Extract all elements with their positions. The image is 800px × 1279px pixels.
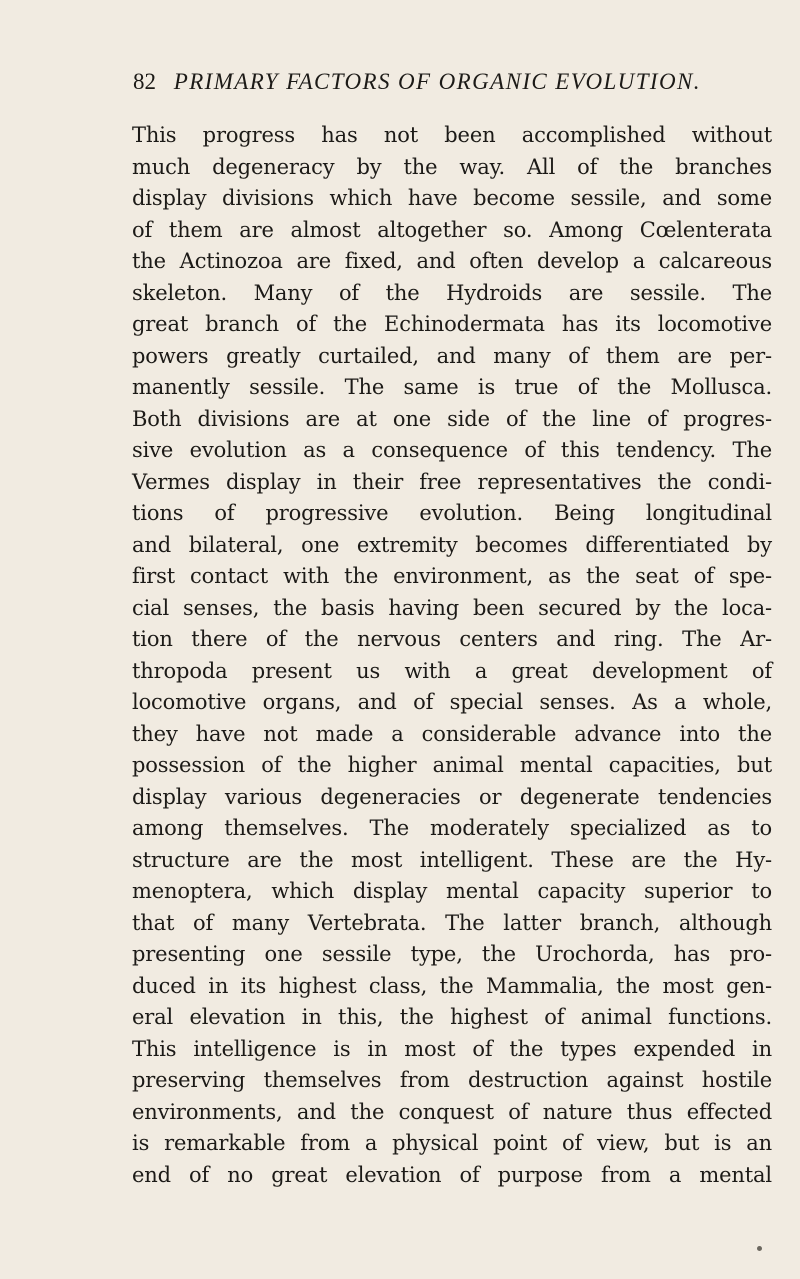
- text-line: they have not made a considerable advance into the: [132, 721, 772, 746]
- text-line: first contact with the environment, as the seat of spe-: [132, 564, 772, 588]
- running-title: PRIMARY FACTORS OF ORGANIC EVOLUTION.: [173, 69, 701, 94]
- text-line: display divisions which have become sessile, and some: [132, 186, 772, 210]
- text-line: skeleton. Many of the Hydroids are sessile. The: [132, 280, 772, 305]
- text-line: powers greatly curtailed, and many of them are per-: [132, 343, 772, 368]
- text-line: that of many Vertebrata. The latter branch, although: [132, 910, 772, 935]
- text-line: preserving themselves from destruction against hostile: [132, 1068, 772, 1092]
- body-text: [132, 120, 772, 1191]
- text-line: sive evolution as a consequence of this tendency. The: [132, 438, 772, 462]
- page-speck: [757, 1246, 762, 1251]
- text-line: possession of the higher animal mental capacities, but: [132, 753, 772, 777]
- running-header: [133, 66, 753, 98]
- text-line: This progress has not been accomplished without: [132, 123, 772, 147]
- text-line: and bilateral, one extremity becomes differentiated by: [132, 532, 772, 557]
- text-line: duced in its highest class, the Mammalia, the most gen-: [132, 973, 772, 998]
- text-line: among themselves. The moderately specialized as to: [132, 816, 772, 840]
- text-line: This intelligence is in most of the types expended in: [132, 1036, 772, 1061]
- text-line: thropoda present us with a great development of: [132, 658, 772, 683]
- text-line: Both divisions are at one side of the line of progres-: [132, 406, 772, 431]
- text-line: locomotive organs, and of special senses. As a whole,: [132, 690, 772, 714]
- text-line: presenting one sessile type, the Urochorda, has pro-: [132, 942, 772, 966]
- text-line: display various degeneracies or degenerate tendencies: [132, 784, 772, 809]
- text-line: structure are the most intelligent. These are the Hy-: [132, 847, 772, 872]
- page-number: 82: [133, 69, 156, 94]
- text-line: cial senses, the basis having been secured by the loca-: [132, 595, 772, 620]
- text-line: tions of progressive evolution. Being longitudinal: [132, 501, 772, 525]
- text-line: environments, and the conquest of nature thus effected: [132, 1099, 772, 1124]
- text-line: of them are almost altogether so. Among Cœlenterata: [132, 217, 772, 242]
- text-line: menoptera, which display mental capacity superior to: [132, 879, 772, 903]
- text-line: much degeneracy by the way. All of the branches: [132, 154, 772, 179]
- text-line: the Actinozoa are fixed, and often develop a calcareous: [132, 249, 772, 273]
- text-line: is remarkable from a physical point of view, but is an: [132, 1131, 772, 1155]
- text-line: eral elevation in this, the highest of animal functions.: [132, 1005, 772, 1029]
- text-line: manently sessile. The same is true of the Mollusca.: [132, 375, 772, 399]
- text-line: tion there of the nervous centers and ring. The Ar-: [132, 627, 772, 651]
- text-line: great branch of the Echinodermata has its locomotive: [132, 312, 772, 336]
- text-line: end of no great elevation of purpose from a mental: [132, 1162, 772, 1187]
- text-line: Vermes display in their free representatives the condi-: [132, 469, 772, 494]
